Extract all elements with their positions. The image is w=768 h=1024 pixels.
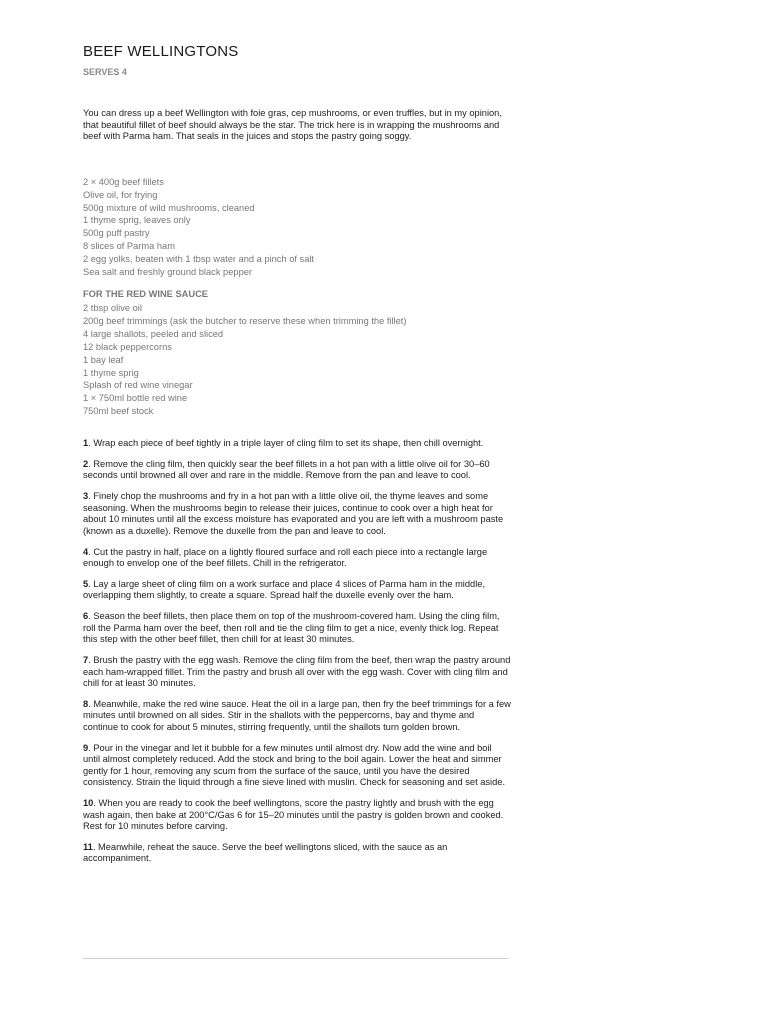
sauce-heading: FOR THE RED WINE SAUCE <box>83 289 208 299</box>
sauce-ingredient-item: 200g beef trimmings (ask the butcher to reserve these when trimming the fillet) <box>83 315 407 326</box>
step-number: 10 <box>83 798 94 809</box>
step-number: 3 <box>83 491 89 502</box>
method-step <box>83 491 511 537</box>
ingredient-item: 8 slices of Parma ham <box>83 240 175 251</box>
sauce-ingredient-item: 12 black peppercorns <box>83 341 172 352</box>
ingredient-item: 2 × 400g beef fillets <box>83 177 164 187</box>
bottom-divider <box>83 958 508 959</box>
step-number: 1 <box>83 438 89 448</box>
step-text: . Finely chop the mushrooms and fry in a hot pan with a little olive oil, the thyme leaves and some seasoning. When the mushrooms begin to release their juices, continue to cook over a high heat for about 10 minutes until all the excess moisture has evaporated and you are left with a mushroom paste (known as a duxelle). Remove the duxelle from the pan and leave to cool. <box>83 491 504 536</box>
sauce-ingredient-item: 750ml beef stock <box>83 406 154 417</box>
step-number: 8 <box>83 699 89 710</box>
method-step <box>83 579 511 602</box>
ingredient-item: 500g mixture of wild mushrooms, cleaned <box>83 202 255 213</box>
method-step <box>83 743 511 789</box>
method-step <box>83 842 511 865</box>
step-number: 11 <box>83 841 93 852</box>
recipe-title: BEEF WELLINGTONS <box>83 43 239 60</box>
step-text: . Remove the cling film, then quickly sear the beef fillets in a hot pan with a little olive oil for 30–60 seconds until browned all over and rare in the middle. Remove from the pan and leave to cool. <box>83 459 490 481</box>
ingredient-item: Olive oil, for frying <box>83 189 158 200</box>
sauce-ingredient-item: 2 tbsp olive oil <box>83 303 142 313</box>
ingredient-item: 1 thyme sprig, leaves only <box>83 215 191 226</box>
serves-label: SERVES 4 <box>83 67 127 77</box>
step-number: 2 <box>83 459 89 469</box>
method-step <box>83 699 511 733</box>
step-text: . Cut the pastry in half, place on a lightly floured surface and roll each piece into a rectangle large enough to envelop one of the beef fillets. Chill in the refrigerator. <box>83 546 488 569</box>
method-step <box>83 438 511 449</box>
step-number: 7 <box>83 655 89 666</box>
method-step <box>83 547 511 570</box>
sauce-ingredient-item: 1 × 750ml bottle red wine <box>83 393 188 404</box>
recipe-intro: You can dress up a beef Wellington with foie gras, cep mushrooms, or even truffles, but in my opinion, that beautiful fillet of beef should always be the star. The trick here is in wrapping the mushrooms and beef with Parma ham. That seals in the juices and stops the pastry going soggy. <box>83 108 502 141</box>
sauce-ingredient-item: 4 large shallots, peeled and sliced <box>83 328 224 339</box>
sauce-ingredient-item: Splash of red wine vinegar <box>83 380 193 391</box>
step-number: 6 <box>83 611 89 622</box>
ingredient-item: Sea salt and freshly ground black pepper <box>83 266 253 277</box>
ingredient-list <box>83 176 314 278</box>
method-steps <box>83 438 511 874</box>
step-number: 9 <box>83 742 89 753</box>
method-step <box>83 459 511 482</box>
method-step <box>83 611 511 645</box>
step-text: . Pour in the vinegar and let it bubble for a few minutes until almost dry. Now add the wine and boil until almost completely reduced. Add the stock and bring to the boil again. Lower the heat and simmer gently for 1 hour, removing any scum from the surface of the sauce, until you have the desired consistency. Strain the liquid through a fine sieve lined with muslin. Check for seasoning and set aside. <box>83 742 506 788</box>
ingredient-item: 500g puff pastry <box>83 228 150 239</box>
step-number: 5 <box>83 579 89 590</box>
step-number: 4 <box>83 546 89 557</box>
step-text: . Meanwhile, reheat the sauce. Serve the beef wellingtons sliced, with the sauce as an accompaniment. <box>83 841 448 864</box>
step-text: . When you are ready to cook the beef wellingtons, score the pastry lightly and brush with the egg wash again, then bake at 200°C/Gas 6 for 15–20 minutes until the pastry is golden brown and cooked. Rest for 10 minutes before carving. <box>83 798 504 831</box>
ingredient-item: 2 egg yolks, beaten with 1 tbsp water and a pinch of salt <box>83 253 315 264</box>
sauce-ingredient-item: 1 bay leaf <box>83 354 124 365</box>
step-text: . Brush the pastry with the egg wash. Remove the cling film from the beef, then wrap the pastry around each ham-wrapped fillet. Trim the pastry and brush all over with the egg wash. Cover with cling film and chill for at least 30 minutes. <box>83 655 511 689</box>
method-step <box>83 655 511 689</box>
step-text: . Lay a large sheet of cling film on a work surface and place 4 slices of Parma ham in the middle, overlapping them slightly, to create a square. Spread half the duxelle evenly over the ham. <box>83 579 486 601</box>
step-text: . Meanwhile, make the red wine sauce. Heat the oil in a large pan, then fry the beef trimmings for a few minutes until browned on all sides. Stir in the shallots with the peppercorns, bay and thyme and continue to cook for about 5 minutes, stirring frequently, until the shallots turn golden brown. <box>83 699 511 732</box>
sauce-ingredient-list <box>83 302 406 418</box>
step-text: . Wrap each piece of beef tightly in a triple layer of cling film to set its shape, then chill overnight. <box>88 438 484 448</box>
method-step <box>83 798 511 832</box>
sauce-ingredient-item: 1 thyme sprig <box>83 367 139 378</box>
step-text: . Season the beef fillets, then place them on top of the mushroom-covered ham. Using the cling film, roll the Parma ham over the beef, then roll and tie the cling film to get a nice, evenly thick log. Repeat this step with the other beef fillet, then chill for at least 30 minutes. <box>83 611 500 645</box>
